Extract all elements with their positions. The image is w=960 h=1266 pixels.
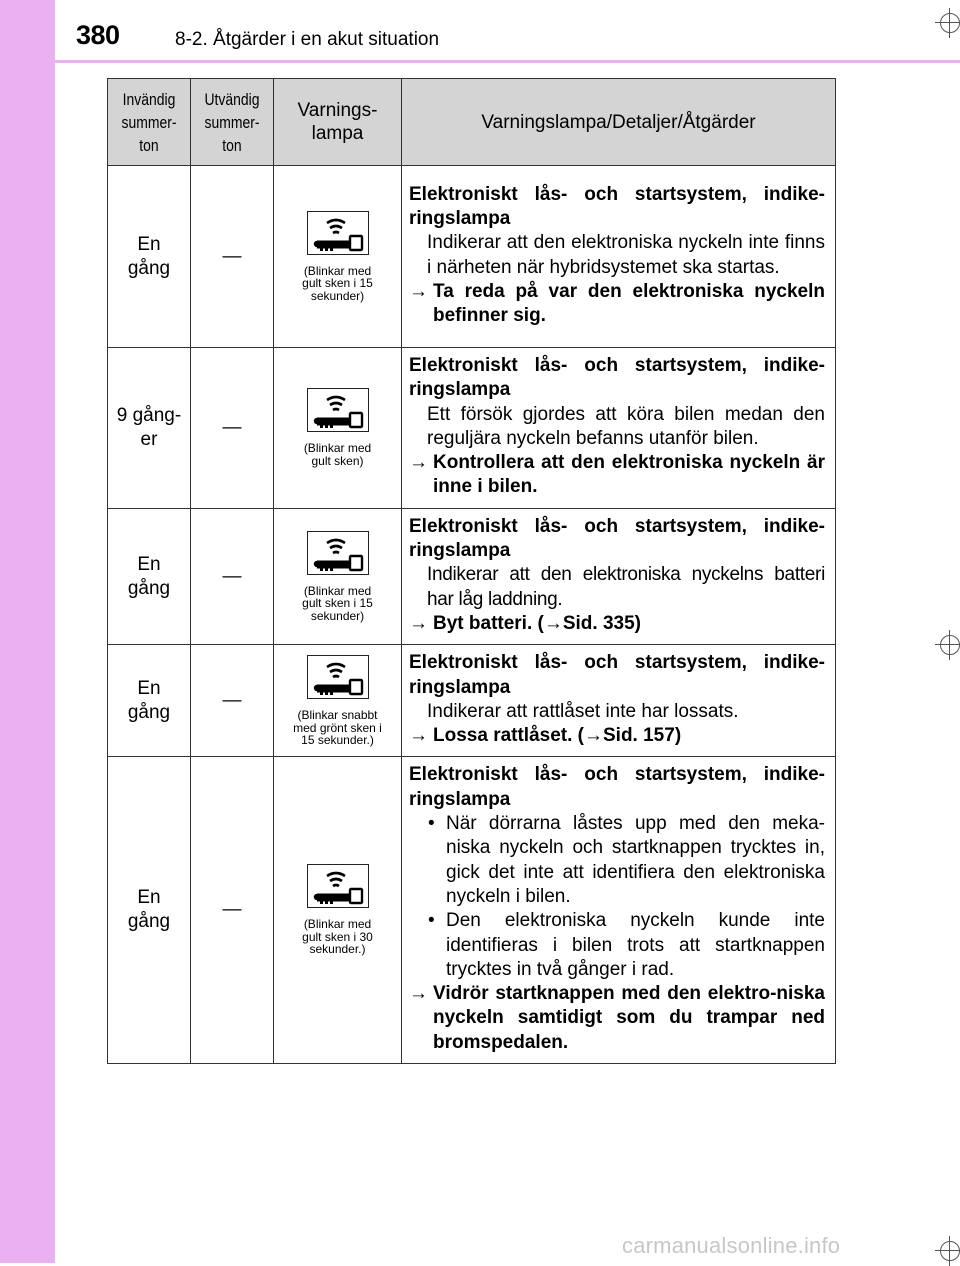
section-title: 8-2. Åtgärder i en akut situation bbox=[175, 29, 440, 50]
inner-buzzer-cell: En gång bbox=[108, 757, 191, 1064]
lamp-note: (Blinkar med gult sken i 30 sekunder.) bbox=[302, 917, 373, 957]
crop-mark-icon bbox=[935, 8, 960, 38]
warning-title: Elektroniskt lås- och startsystem, indike-ringslampa bbox=[409, 652, 825, 698]
details-cell bbox=[402, 757, 836, 1064]
bullet-item: • Den elektroniska nyckeln kunde inte identifieras i bilen trots att startknappen trycktes in två gånger i rad. bbox=[428, 910, 825, 980]
warning-table bbox=[107, 78, 836, 1064]
warning-lamp-cell bbox=[274, 348, 402, 509]
column-header-outer-buzzer: Utvändig summer-ton bbox=[191, 79, 274, 166]
warning-description: Indikerar att den elektroniska nyckeln inte finns i närheten när hybridsystemet ska startas. bbox=[427, 232, 825, 278]
details-cell bbox=[402, 645, 836, 757]
lamp-note: (Blinkar med gult sken) bbox=[303, 441, 372, 468]
warning-lamp-cell bbox=[274, 508, 402, 644]
column-header-warning-lamp: Varnings-lampa bbox=[274, 79, 402, 166]
inner-buzzer-cell: En gång bbox=[108, 645, 191, 757]
key-warning-icon bbox=[307, 531, 369, 575]
lamp-note: (Blinkar snabbt med grönt sken i 15 sekunder.) bbox=[293, 708, 382, 748]
lamp-note: (Blinkar med gult sken i 15 sekunder) bbox=[302, 583, 373, 623]
action-text: → Kontrollera att den elektroniska nyckeln är inne i bilen. bbox=[409, 452, 825, 498]
table-header-row bbox=[108, 79, 836, 166]
outer-buzzer-cell: — bbox=[191, 166, 274, 348]
outer-buzzer-cell: — bbox=[191, 645, 274, 757]
warning-lamp-cell bbox=[274, 645, 402, 757]
outer-buzzer-cell: — bbox=[191, 348, 274, 509]
watermark: carmanualsonline.info bbox=[622, 1233, 841, 1258]
arrow-icon: → bbox=[409, 983, 428, 1005]
warning-description: Ett försök gjordes att köra bilen medan den reguljära nyckeln befanns utanför bilen. bbox=[427, 403, 825, 449]
warning-lamp-cell bbox=[274, 166, 402, 348]
arrow-icon: → bbox=[409, 612, 428, 634]
warning-title: Elektroniskt lås- och startsystem, indike-ringslampa bbox=[409, 764, 825, 810]
bullet-item: • När dörrarna låstes upp med den meka-niska nyckeln och startknappen trycktes in, gick det inte att identifiera den elektroniska nyckeln i bilen. bbox=[428, 813, 825, 907]
warning-description: Indikerar att den elektroniska nyckelns batteri har låg laddning. bbox=[427, 564, 825, 610]
warning-lamp-cell bbox=[274, 757, 402, 1064]
action-text: → Byt batteri. (→Sid. 335) bbox=[409, 612, 825, 636]
page-number: 380 bbox=[76, 20, 120, 50]
warning-title: Elektroniskt lås- och startsystem, indike-ringslampa bbox=[409, 355, 825, 401]
inner-buzzer-cell: En gång bbox=[108, 508, 191, 644]
crop-mark-icon bbox=[935, 630, 960, 660]
arrow-icon: → bbox=[409, 280, 428, 302]
key-warning-icon bbox=[307, 388, 369, 432]
action-text: → Lossa rattlåset. (→Sid. 157) bbox=[409, 724, 825, 748]
column-header-details: Varningslampa/Detaljer/Åtgärder bbox=[402, 79, 836, 166]
details-cell bbox=[402, 166, 836, 348]
key-warning-icon bbox=[307, 655, 369, 699]
inner-buzzer-cell: 9 gång-er bbox=[108, 348, 191, 509]
key-warning-icon bbox=[307, 864, 369, 908]
table-row bbox=[108, 757, 836, 1064]
header-rule bbox=[55, 60, 960, 63]
warning-description: Indikerar att rattlåset inte har lossats. bbox=[427, 700, 739, 722]
table-row bbox=[108, 508, 836, 644]
arrow-icon: → bbox=[409, 725, 428, 747]
arrow-icon: → bbox=[409, 452, 428, 474]
column-header-inner-buzzer: Invändig summer-ton bbox=[108, 79, 191, 166]
table-row bbox=[108, 645, 836, 757]
warning-title: Elektroniskt lås- och startsystem, indike-ringslampa bbox=[409, 183, 825, 229]
arrow-icon: → bbox=[543, 612, 563, 634]
warning-title: Elektroniskt lås- och startsystem, indike-ringslampa bbox=[409, 515, 825, 562]
details-cell bbox=[402, 348, 836, 509]
action-text: → Vidrör startknappen med den elektro-niska nyckeln samtidigt som du trampar ned bromspedalen. bbox=[409, 983, 825, 1053]
crop-mark-icon bbox=[935, 1236, 960, 1266]
action-text: → Ta reda på var den elektroniska nyckeln befinner sig. bbox=[409, 280, 825, 327]
table-row bbox=[108, 166, 836, 348]
lamp-note: (Blinkar med gult sken i 15 sekunder) bbox=[302, 263, 373, 303]
key-warning-icon bbox=[307, 211, 369, 255]
table-row bbox=[108, 348, 836, 509]
details-cell bbox=[402, 508, 836, 644]
inner-buzzer-cell: En gång bbox=[108, 166, 191, 348]
arrow-icon: → bbox=[584, 725, 603, 747]
outer-buzzer-cell: — bbox=[191, 508, 274, 644]
outer-buzzer-cell: — bbox=[191, 757, 274, 1064]
side-color-band bbox=[0, 0, 55, 1263]
